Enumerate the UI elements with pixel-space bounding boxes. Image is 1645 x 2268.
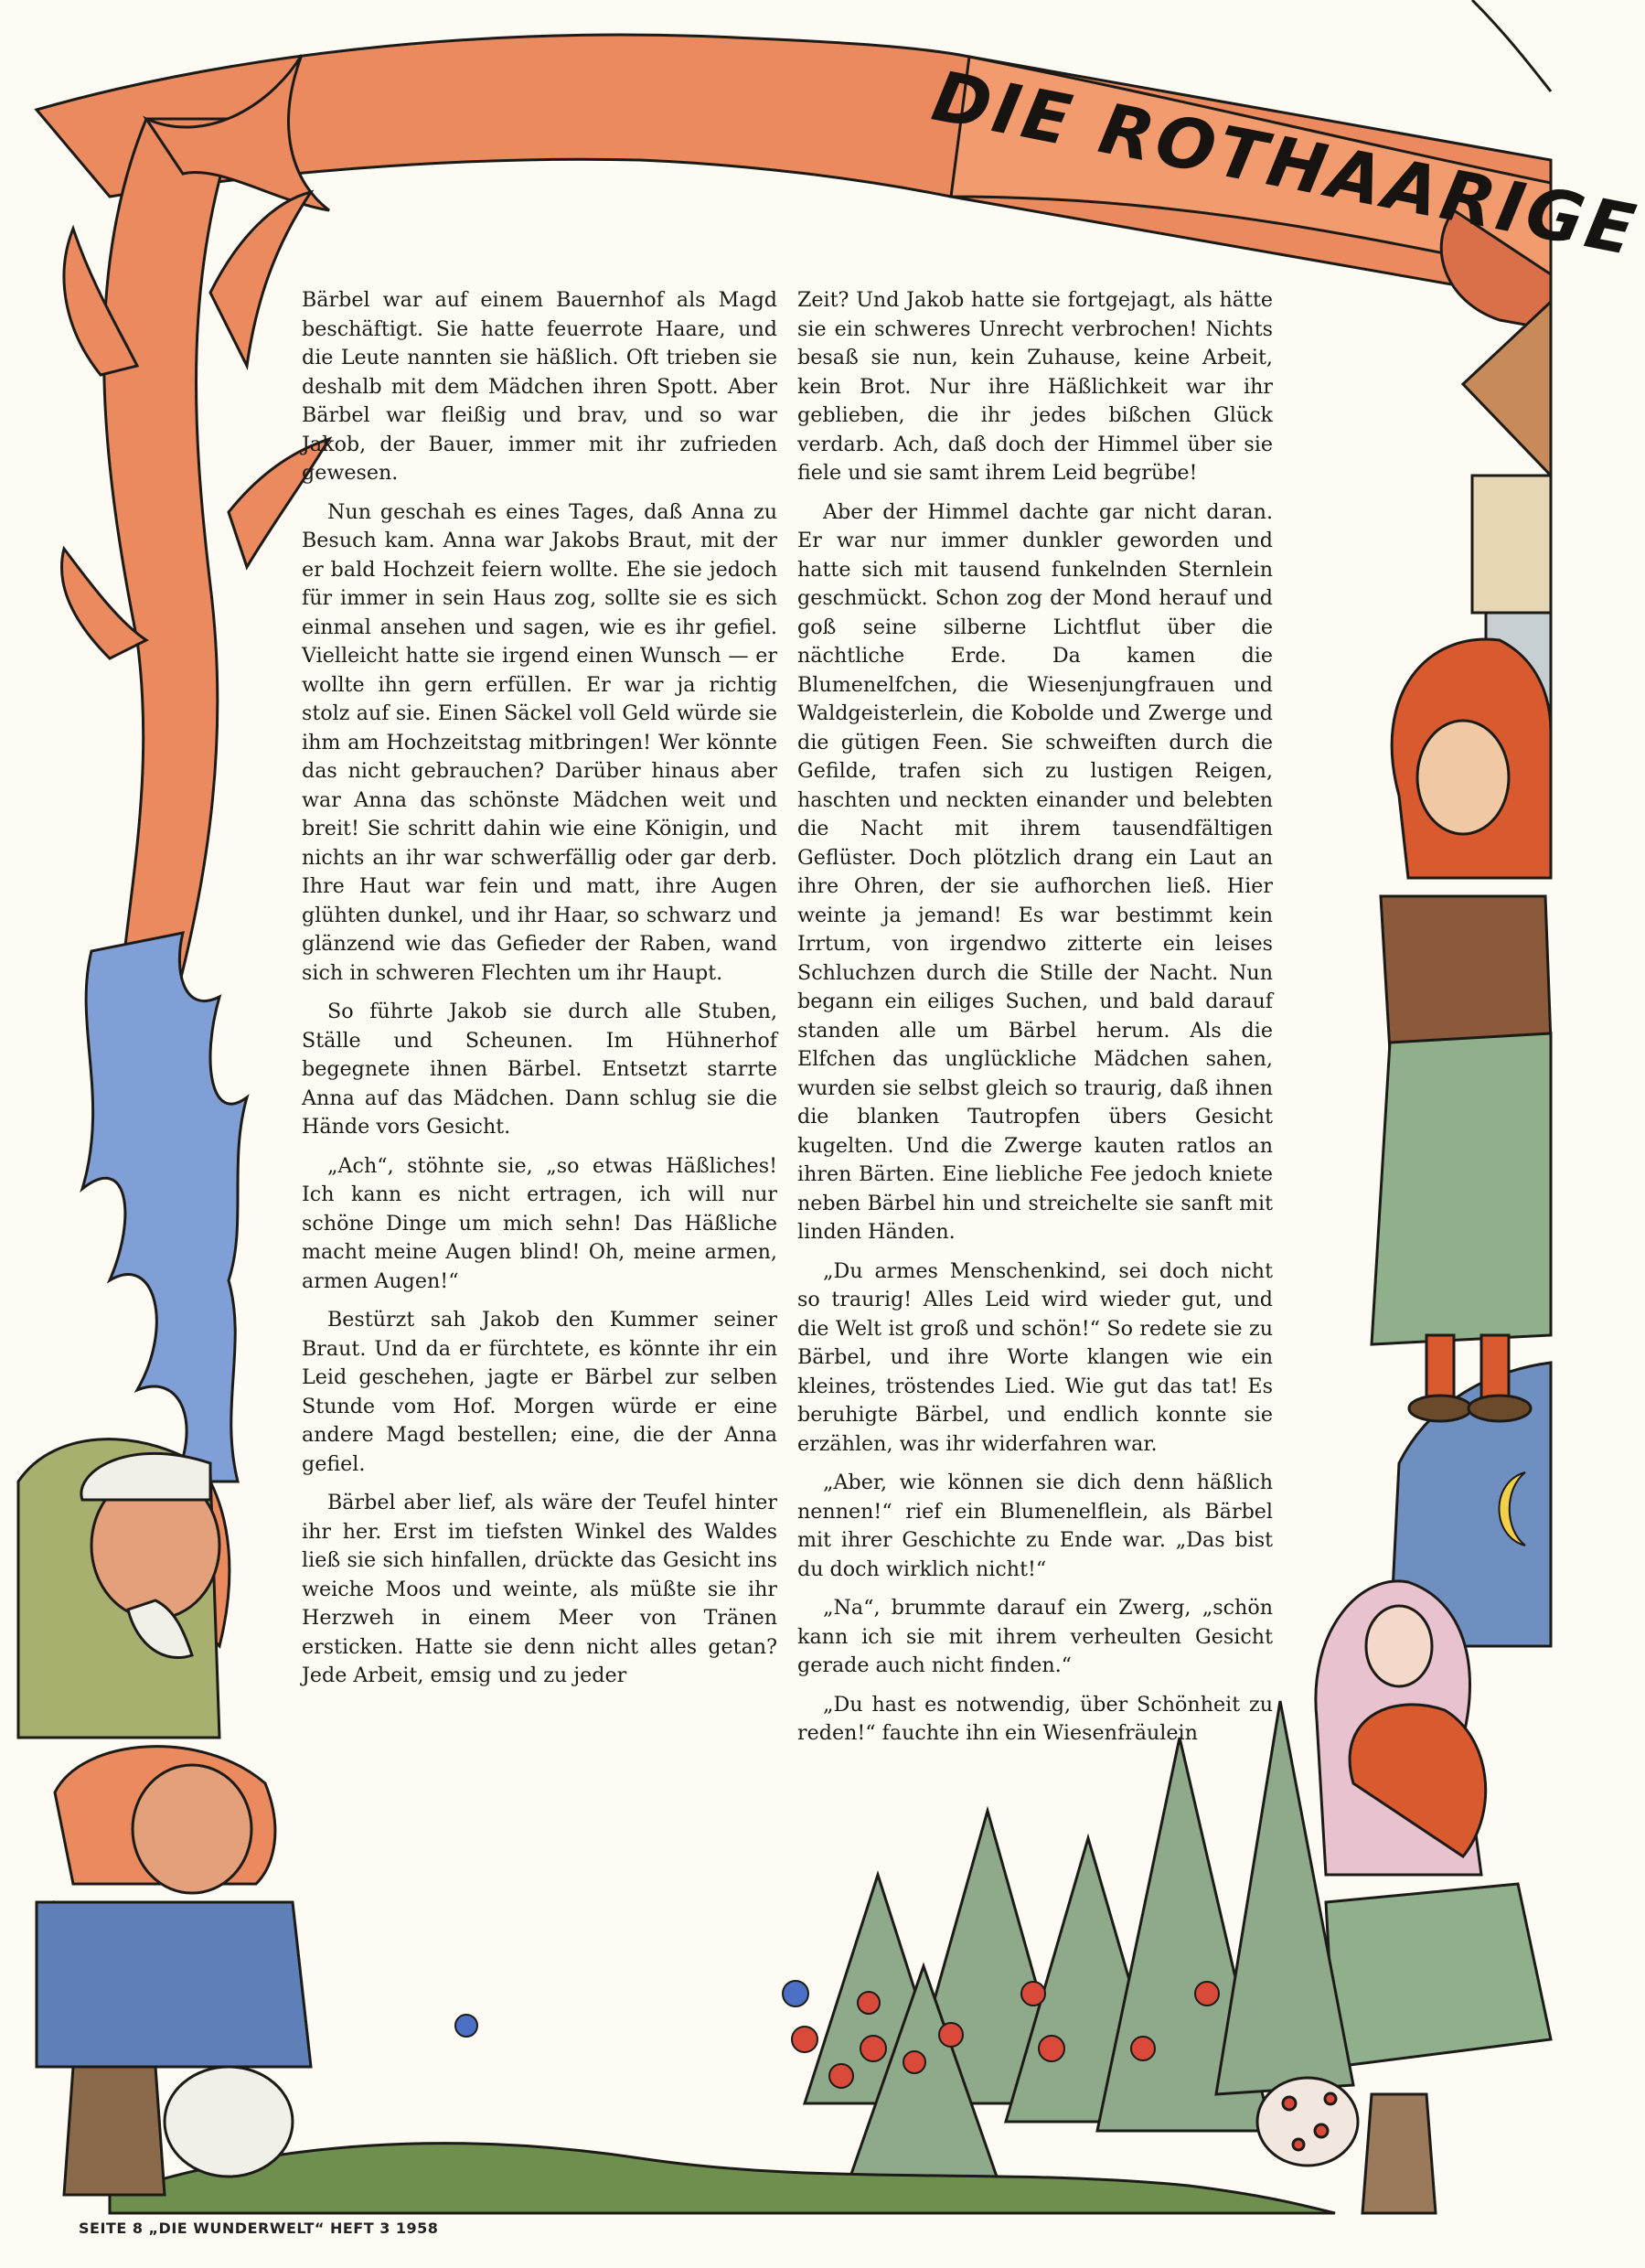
story-paragraph: „Du hast es notwendig, über Schönheit zu reden!“ fauchte ihn ein Wiesenfräulein	[797, 1692, 1273, 1745]
grass	[110, 2144, 1335, 2213]
story-column-left	[302, 286, 777, 1701]
blue-flower	[455, 2015, 477, 2037]
story-paragraph: „Na“, brummte darauf ein Zwerg, „schön kann ich sie mit ihrem verheulten Gesicht gerade auch nicht finden.“	[797, 1596, 1273, 1677]
story-paragraph: „Ach“, stöhnte sie, „so etwas Häßliches! Ich kann es nicht ertragen, ich will nur schöne Dinge um mich sehn! Das Häßliche macht meine Augen blind! Oh, meine armen, armen Augen!“	[302, 1153, 777, 1293]
page-footer: SEITE 8 „DIE WUNDERWELT“ HEFT 3 1958	[79, 2220, 439, 2237]
story-paragraph: Bärbel aber lief, als wäre der Teufel hinter ihr her. Erst im tiefsten Winkel des Waldes ließ sie sich hinfallen, drückte das Gesicht ins weiche Moos und weinte, als müßte sie ihr Herzweh in einem Meer von Tränen ersticken. Hatte sie denn nicht alles getan? Jede Arbeit, emsig und zu jeder	[302, 1491, 777, 1687]
story-paragraph: Zeit? Und Jakob hatte sie fortgejagt, als hätte sie ein schweres Unrecht verbrochen! Nichts besaß sie nun, kein Zuhause, keine Arbeit, kein Brot. Nur ihre Häßlichkeit war ihr geblieben, die ihr jedes bißchen Glück verdarb. Ach, daß doch der Himmel über sie fiele und sie samt ihrem Leid begrübe!	[797, 288, 1273, 485]
story-paragraph: Bestürzt sah Jakob den Kummer seiner Braut. Und da er fürchtete, es könnte ihr ein Leid geschehen, jagte er Bärbel zur selben Stunde vom Hof. Morgen würde er eine andere Magd bestellen; eine, die der Anna gefiel.	[302, 1308, 777, 1476]
story-paragraph: Nun geschah es eines Tages, daß Anna zu Besuch kam. Anna war Jakobs Braut, mit der er bald Hochzeit feiern wollte. Ehe sie jedoch für immer in sein Haus zog, sollte sie es sich einmal ansehen und sagen, wie es ihr gefiel. Vielleicht hatte sie irgend einen Wunsch — er wollte ihn gern erfüllen. Er war ja richtig stolz auf sie. Einen Säckel voll Geld würde sie ihm am Hochzeitstag mitbringen! Wer könnte das nicht gebrauchen? Darüber hinaus aber war Anna das schönste Mädchen weit und breit! Sie schritt dahin wie eine Königin, und nichts an ihr war schwerfällig oder gar derb. Ihre Haut war fein und matt, ihre Augen glühten dunkel, und ihr Haar, so schwarz und glänzend wie das Gefieder der Raben, wand sich in schweren Flechten um ihr Haupt.	[302, 499, 777, 985]
story-column-right	[797, 286, 1273, 1759]
dwarf-bottom	[37, 1747, 311, 2195]
story-title: DIE ROTHAARIGE	[926, 55, 1645, 272]
story-paragraph: „Du armes Menschenkind, sei doch nicht so traurig! Alles Leid wird wieder gut, und die Welt ist groß und schön!“ So redete sie zu Bärbel, und ihre Worte klangen wie ein kleines, tröstendes Lied. Wie gut das tat! Es beruhigte Bärbel, und endlich konnte sie erzählen, was ihr widerfahren war.	[797, 1258, 1273, 1456]
story-paragraph: So führte Jakob sie durch alle Stuben, Ställe und Scheunen. Im Hühnerhof begegnete ihnen Bärbel. Entsetzt starrte Anna auf das Mädchen. Dann schlug sie die Hände vors Gesicht.	[302, 1000, 777, 1139]
red-haired-girl	[1372, 639, 1551, 1421]
story-paragraph: Bärbel war auf einem Bauernhof als Magd beschäftigt. Sie hatte feuerrote Haare, und die Leute nannten sie häßlich. Oft trieben sie deshalb mit dem Mädchen ihren Spott. Aber Bärbel war fleißig und brav, und so war Jakob, der Bauer, immer mit ihr zufrieden gewesen.	[302, 288, 777, 485]
bundle	[1257, 2078, 1358, 2166]
dwarf-top	[18, 1439, 219, 1738]
story-paragraph: „Aber, wie können sie dich denn häßlich nennen!“ rief ein Blumenelflein, als Bärbel mit ihrer Geschichte zu Ende war. „Das bist du doch wirklich nicht!“	[797, 1471, 1273, 1581]
flame-vine-border	[61, 55, 329, 1646]
story-paragraph: Aber der Himmel dachte gar nicht daran. Er war nur immer dunkler geworden und hatte sich mit tausend funkelnden Sternlein geschmückt. Schon zog der Mond herauf und goß seine silberne Lichtflut über die nächtliche Erde. Da kamen die Blumenelfchen, die Wiesenjungfrauen und Waldgeisterlein, die Kobolde und Zwerge und die gütigen Feen. Sie schweiften durch die Gefilde, trafen sich zu lustigen Reigen, haschten und neckten einander und belebten die Nacht mit ihrem tausendfältigen Geflüster. Doch plötzlich drang ein Laut an ihre Ohren, der sie aufhorchen ließ. Hier weinte ja jemand! Es war bestimmt kein Irrtum, von irgendwo zitterte ein leises Schluchzen durch die Stille der Nacht. Nun begann ein eiliges Suchen, und bald darauf standen alle um Bärbel herum. Als die Elfchen das unglückliche Mädchen sahen, wurden sie selbst gleich so traurig, daß ihnen die blanken Tautropfen übers Gesicht kugelten. Und die Zwerge kauten ratlos an ihren Bärten. Eine liebliche Fee jedoch kniete neben Bärbel hin und streichelte sie sanft mit linden Händen.	[797, 499, 1273, 1244]
blue-flower	[783, 1981, 808, 2006]
